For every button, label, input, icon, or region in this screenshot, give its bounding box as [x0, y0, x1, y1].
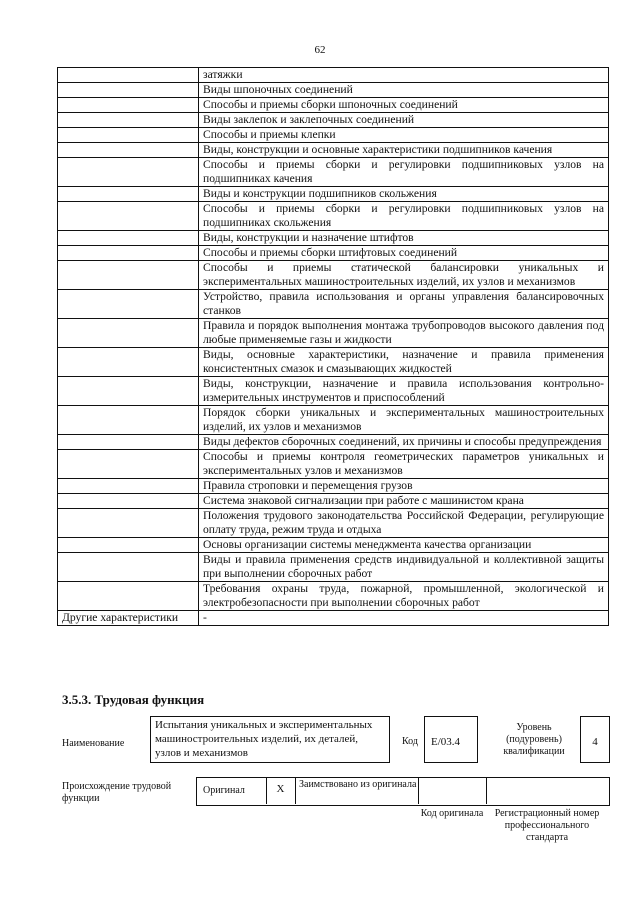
requirement-row [58, 202, 609, 231]
level-value: 4 [592, 736, 598, 748]
category-cell [58, 377, 199, 406]
requirement-text: Требования охраны труда, пожарной, промышленной, экологической и электробезопасности при выполнении сборочных работ [199, 582, 609, 611]
requirement-text: Виды, конструкции, назначение и правила использования контрольно-измерительных инструментов и приспособлений [199, 377, 609, 406]
code-value: E/03.4 [431, 736, 461, 748]
requirement-text: Положения трудового законодательства Российской Федерации, регулирующие оплату труда, режим труда и отдыха [199, 509, 609, 538]
category-cell [58, 348, 199, 377]
category-cell [58, 113, 199, 128]
requirement-row [58, 582, 609, 611]
requirement-text: Способы и приемы клепки [199, 128, 609, 143]
level-label: Уровень (подуровень) квалификации [503, 722, 565, 757]
page-number: 62 [314, 44, 326, 56]
requirement-row [58, 246, 609, 261]
requirement-text: Виды и правила применения средств индивидуальной и коллективной защиты при выполнении сборочных работ [199, 553, 609, 582]
requirement-row [58, 377, 609, 406]
divider [486, 777, 487, 804]
requirement-text: Порядок сборки уникальных и экспериментальных машиностроительных изделий, их узлов и механизмов [199, 406, 609, 435]
requirement-row [58, 406, 609, 435]
registration-caption: Регистрационный номер профессионального стандарта [494, 808, 600, 843]
origin-label: Происхождение трудовой функции [62, 781, 172, 804]
category-cell [58, 143, 199, 158]
category-cell [58, 231, 199, 246]
requirement-row [58, 538, 609, 553]
code-box [424, 716, 478, 763]
requirement-row [58, 187, 609, 202]
category-cell [58, 582, 199, 611]
category-cell [58, 509, 199, 538]
category-cell [58, 187, 199, 202]
level-box [580, 716, 610, 763]
category-cell [58, 435, 199, 450]
category-cell [58, 98, 199, 113]
requirement-row [58, 98, 609, 113]
requirement-text: Способы и приемы сборки и регулировки подшипниковых узлов на подшипниках скольжения [199, 202, 609, 231]
original-mark: X [276, 783, 285, 795]
other-characteristics-value: - [199, 611, 609, 626]
requirement-row [58, 319, 609, 348]
category-cell [58, 406, 199, 435]
requirement-text: Виды, основные характеристики, назначение и правила применения консистентных смазок и смазывающих жидкостей [199, 348, 609, 377]
requirement-text: Способы и приемы сборки шпоночных соединений [199, 98, 609, 113]
requirement-text: Способы и приемы сборки и регулировки подшипниковых узлов на подшипниках качения [199, 158, 609, 187]
category-cell [58, 479, 199, 494]
requirement-row [58, 143, 609, 158]
requirement-row [58, 113, 609, 128]
divider [295, 777, 296, 804]
requirement-row [58, 68, 609, 83]
requirement-text: Виды и конструкции подшипников скольжения [199, 187, 609, 202]
requirement-text: Виды, конструкции и назначение штифтов [199, 231, 609, 246]
requirement-row [58, 128, 609, 143]
category-cell [58, 450, 199, 479]
requirement-text: Устройство, правила использования и органы управления балансировочных станков [199, 290, 609, 319]
original-label: Оригинал [203, 785, 245, 796]
requirement-text: Правила строповки и перемещения грузов [199, 479, 609, 494]
category-cell [58, 538, 199, 553]
requirement-text: Виды, конструкции и основные характеристики подшипников качения [199, 143, 609, 158]
category-cell [58, 494, 199, 509]
requirement-row [58, 553, 609, 582]
requirement-row [58, 261, 609, 290]
category-cell [58, 261, 199, 290]
requirement-row [58, 450, 609, 479]
requirement-row [58, 290, 609, 319]
category-cell [58, 553, 199, 582]
divider [418, 777, 419, 804]
requirement-text: Способы и приемы статической балансировки уникальных и экспериментальных машиностроительных изделий, их узлов и механизмов [199, 261, 609, 290]
category-cell [58, 319, 199, 348]
requirement-row [58, 494, 609, 509]
other-characteristics-label: Другие характеристики [58, 611, 199, 626]
code-label: Код [402, 736, 418, 747]
category-cell [58, 83, 199, 98]
name-label: Наименование [62, 738, 125, 749]
code-original-caption: Код оригинала [420, 808, 484, 819]
other-characteristics-row [58, 611, 609, 626]
requirements-table [57, 67, 609, 626]
requirement-row [58, 158, 609, 187]
requirement-text: Система знаковой сигнализации при работе с машинистом крана [199, 494, 609, 509]
function-name-box [150, 716, 390, 763]
category-cell [58, 202, 199, 231]
requirement-text: Виды дефектов сборочных соединений, их причины и способы предупреждения [199, 435, 609, 450]
requirement-row [58, 231, 609, 246]
category-cell [58, 246, 199, 261]
category-cell [58, 290, 199, 319]
requirement-text: Правила и порядок выполнения монтажа трубопроводов высокого давления под любые применяемые газы и жидкости [199, 319, 609, 348]
requirement-row [58, 348, 609, 377]
category-cell [58, 128, 199, 143]
borrowed-label: Заимствовано из оригинала [299, 779, 417, 790]
category-cell [58, 68, 199, 83]
function-name: Испытания уникальных и экспериментальных машиностроительных изделий, их деталей, узлов и механизмов [155, 719, 373, 759]
requirement-text: Способы и приемы сборки штифтовых соединений [199, 246, 609, 261]
requirement-row [58, 435, 609, 450]
section-title: 3.5.3. Трудовая функция [62, 692, 205, 707]
requirement-row [58, 509, 609, 538]
category-cell [58, 158, 199, 187]
requirement-row [58, 479, 609, 494]
requirement-text: Основы организации системы менеджмента качества организации [199, 538, 609, 553]
requirement-row [58, 83, 609, 98]
requirement-text: Способы и приемы контроля геометрических параметров уникальных и экспериментальных узлов и механизмов [199, 450, 609, 479]
requirement-text: Виды заклепок и заклепочных соединений [199, 113, 609, 128]
requirement-text: Виды шпоночных соединений [199, 83, 609, 98]
requirement-text: затяжки [199, 68, 609, 83]
